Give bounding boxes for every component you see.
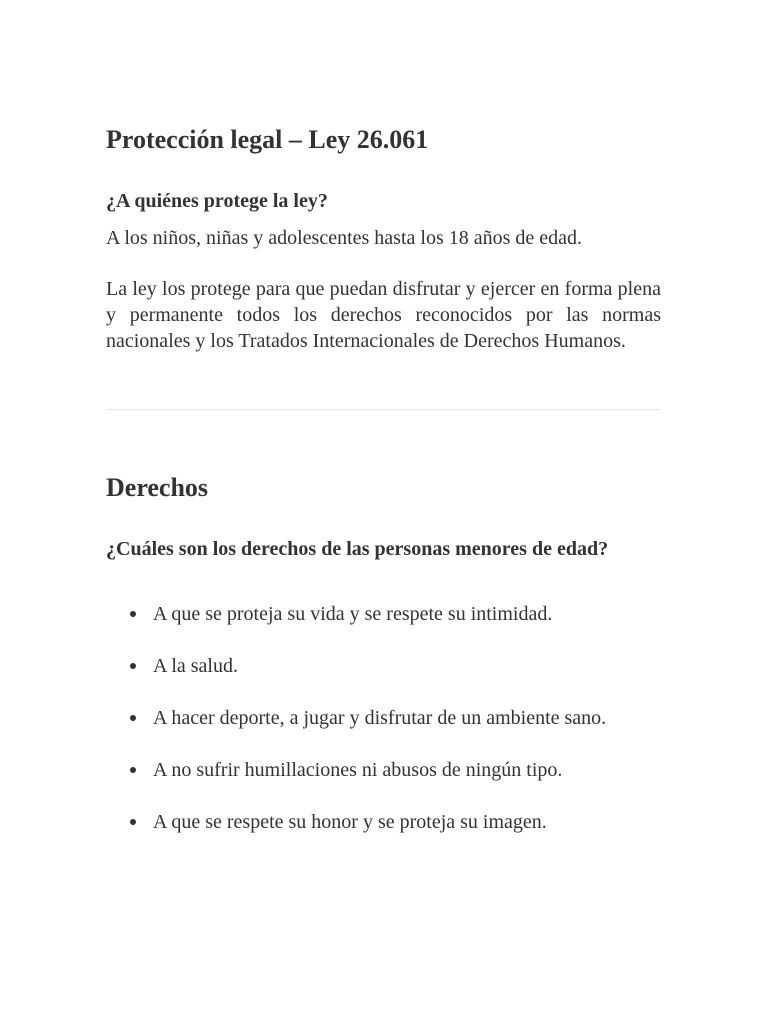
bullet-icon [130,663,136,669]
list-item-text: A hacer deporte, a jugar y disfrutar de un ambiente sano. [153,707,607,729]
bullet-icon [130,611,136,617]
bullet-icon [130,767,136,773]
list-item [106,705,661,731]
list-item [106,757,661,783]
list-item-text: A no sufrir humillaciones ni abusos de ningún tipo. [153,759,563,781]
section-title-derechos: Derechos [106,473,209,502]
question-a-quienes-protege: ¿A quiénes protege la ley? [106,190,328,212]
list-item-text: A que se proteja su vida y se respete su intimidad. [153,603,553,625]
list-item-text: A que se respete su honor y se proteja su imagen. [153,811,547,833]
rights-list [106,601,661,861]
protection-paragraph: La ley los protege para que puedan disfrutar y ejercer en forma plena y permanente todos los derechos reconocidos por las normas nacionales y los Tratados Internacionales de Derechos Humanos. [106,278,661,352]
section-divider [106,409,661,410]
list-item-text: A la salud. [153,655,238,677]
list-item [106,653,661,679]
list-item [106,601,661,627]
list-item [106,809,661,835]
bullet-icon [130,819,136,825]
section-title-proteccion-legal: Protección legal – Ley 26.061 [106,125,429,154]
question-cuales-son-los-derechos: ¿Cuáles son los derechos de las personas menores de edad? [106,538,609,560]
answer-paragraph: A los niños, niñas y adolescentes hasta los 18 años de edad. [106,227,583,249]
bullet-icon [130,715,136,721]
